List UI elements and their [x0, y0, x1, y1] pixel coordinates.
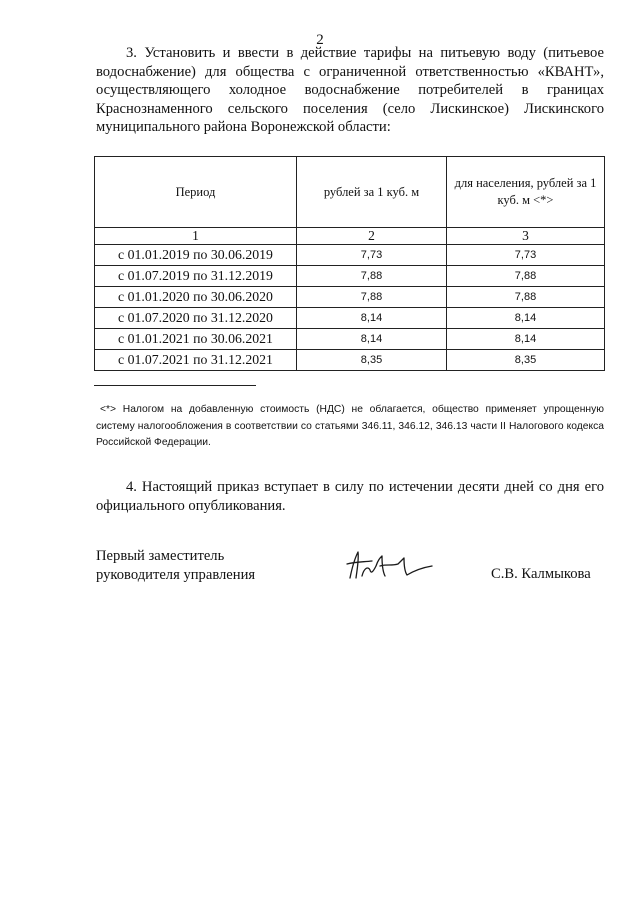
rate-cell: 8,14 [297, 308, 447, 329]
table-column-numbers-row [95, 228, 605, 245]
rate-cell: 7,88 [297, 287, 447, 308]
period-cell: с 01.01.2021 по 30.06.2021 [95, 329, 297, 350]
table-row [95, 245, 605, 266]
rate-cell: 7,73 [297, 245, 447, 266]
period-cell: с 01.07.2020 по 31.12.2020 [95, 308, 297, 329]
rate-population-cell: 8,14 [447, 329, 605, 350]
rate-population-cell: 7,88 [447, 287, 605, 308]
rate-cell: 8,35 [297, 350, 447, 371]
column-number: 2 [297, 228, 447, 245]
table-row [95, 287, 605, 308]
header-rate: рублей за 1 куб. м [297, 157, 447, 228]
table-header-row [95, 157, 605, 228]
table-row [95, 350, 605, 371]
rate-cell: 7,88 [297, 266, 447, 287]
signatory-position-line-1: Первый заместитель [96, 548, 225, 564]
page-number: 2 [316, 32, 324, 48]
header-rate-population: для населения, рублей за 1 куб. м <*> [447, 157, 605, 228]
signatory-position-line-2: руководителя управления [96, 567, 256, 583]
rate-population-cell: 8,14 [447, 308, 605, 329]
paragraph-4: 4. Настоящий приказ вступает в силу по истечении десяти дней со дня его официального опубликования. [96, 479, 604, 514]
tariff-table [94, 156, 605, 371]
handwritten-signature [342, 548, 438, 584]
footnote-separator [94, 385, 256, 386]
period-cell: с 01.01.2019 по 30.06.2019 [95, 245, 297, 266]
header-period: Период [95, 157, 297, 228]
rate-population-cell: 8,35 [447, 350, 605, 371]
column-number: 3 [447, 228, 605, 245]
paragraph-3: 3. Установить и ввести в действие тарифы на питьевую воду (питьевое водоснабжение) для общества с ограниченной ответственностью «КВАНТ», осуществляющего холодное водоснабжение потребителей в границах Краснознаменного сельского поселения (село Лискинское) Лискинского муниципального района Воронежской области: [96, 45, 604, 135]
rate-population-cell: 7,88 [447, 266, 605, 287]
period-cell: с 01.07.2019 по 31.12.2019 [95, 266, 297, 287]
column-number: 1 [95, 228, 297, 245]
table-row [95, 266, 605, 287]
rate-cell: 8,14 [297, 329, 447, 350]
signatory-name: С.В. Калмыкова [491, 566, 591, 582]
period-cell: с 01.07.2021 по 31.12.2021 [95, 350, 297, 371]
table-row [95, 329, 605, 350]
table-row [95, 308, 605, 329]
footnote: <*> Налогом на добавленную стоимость (НДС) не облагается, общество применяет упрощенную систему налогообложения в соответствии со статьями 346.11, 346.12, 346.13 части II Налогового кодекса Российской Федерации. [96, 404, 604, 448]
period-cell: с 01.01.2020 по 30.06.2020 [95, 287, 297, 308]
signatory-position [96, 547, 255, 585]
rate-population-cell: 7,73 [447, 245, 605, 266]
